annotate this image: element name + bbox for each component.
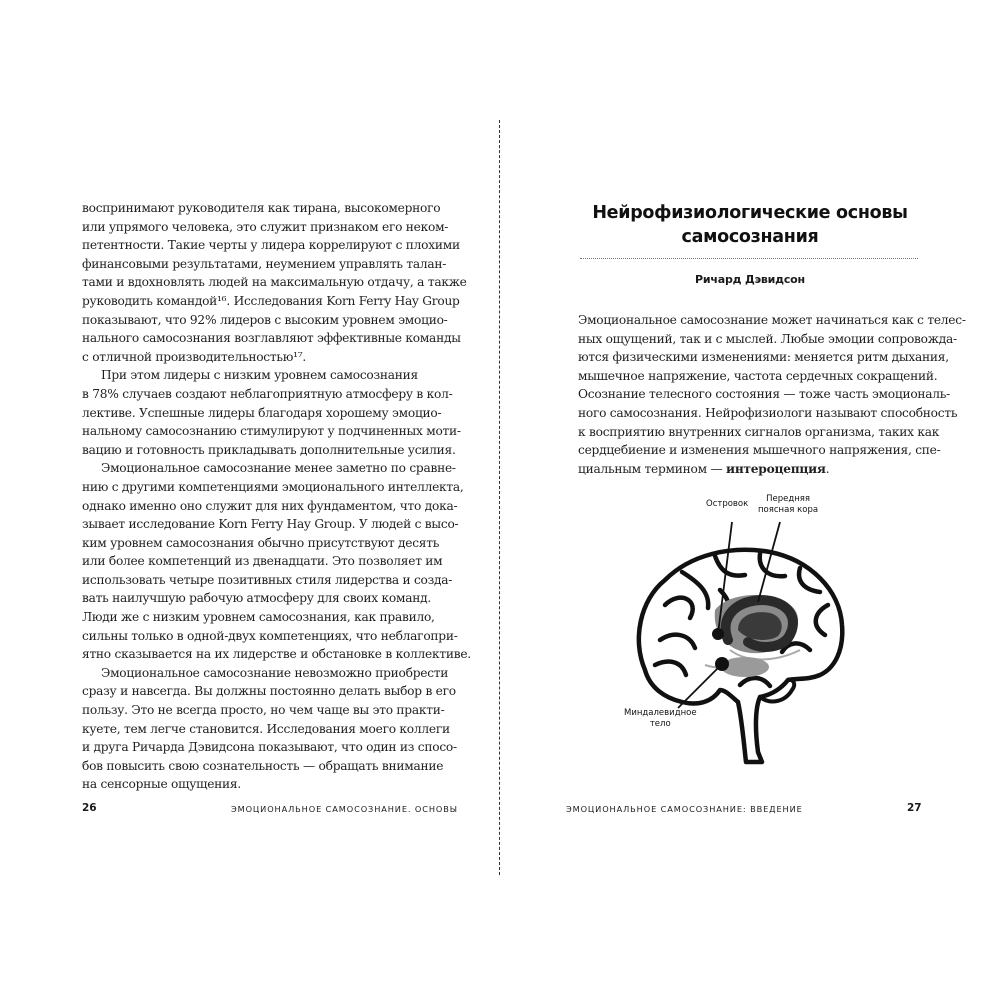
section-author: Ричард Дэвидсон bbox=[695, 273, 805, 286]
label-line: поясная кора bbox=[758, 505, 819, 515]
text-line: Осознание телесного состояния — тоже часть эмоциональ- bbox=[578, 387, 951, 402]
text-line: использовать четыре позитивных стиля лидерства и созда- bbox=[82, 572, 453, 587]
label-line: Миндалевидное bbox=[624, 708, 697, 718]
label-amygdala bbox=[624, 708, 697, 730]
right-page bbox=[500, 0, 1000, 1000]
section-title bbox=[560, 201, 940, 249]
text-fragment: циальным термином — bbox=[578, 461, 727, 476]
text-line: При этом лидеры с низким уровнем самосознания bbox=[101, 368, 418, 383]
brain-fold bbox=[665, 598, 693, 618]
section-title-line: самосознания bbox=[681, 227, 819, 247]
brain-diagram bbox=[620, 490, 850, 790]
text-line: тами и вдохновлять людей на максимальную отдачу, а также bbox=[82, 275, 467, 290]
brain-illustration bbox=[620, 490, 850, 790]
text-line: зывает исследование Korn Ferry Hay Group. У людей с высо- bbox=[82, 517, 459, 532]
text-line: вать наилучшую рабочую атмосферу для своих команд. bbox=[82, 591, 431, 606]
text-line: ятно сказывается на их лидерстве и обстановке в коллективе. bbox=[82, 647, 471, 662]
label-insula: Островок bbox=[706, 499, 749, 509]
text-line: показывают, что 92% лидеров с высоким уровнем эмоцио- bbox=[82, 312, 448, 327]
brain-fold bbox=[655, 662, 686, 675]
brain-fold bbox=[660, 635, 695, 648]
brain-fold bbox=[682, 572, 708, 608]
text-line: нию с другими компетенциями эмоционального интеллекта, bbox=[82, 479, 464, 494]
text-line: воспринимают руководителя как тирана, высокомерного bbox=[82, 201, 441, 215]
text-line: нальному самосознанию стимулируют у подчиненных моти- bbox=[82, 424, 461, 439]
text-line: бов повысить свою сознательность — обращать внимание bbox=[82, 758, 444, 773]
text-line: или упрямого человека, это служит признаком его неком- bbox=[82, 219, 449, 234]
brain-fold bbox=[760, 554, 785, 576]
text-line: с отличной производительностью¹⁷. bbox=[82, 349, 307, 364]
text-line: Эмоциональное самосознание невозможно приобрести bbox=[101, 665, 449, 680]
text-line: мышечное напряжение, частота сердечных сокращений. bbox=[578, 368, 938, 383]
text-line: ного самосознания. Нейрофизиологи называют способность bbox=[578, 405, 958, 420]
page-number-right: 27 bbox=[907, 802, 922, 814]
label-anterior-cingulate bbox=[758, 494, 818, 516]
brain-fold bbox=[740, 678, 770, 686]
label-line: Передняя bbox=[766, 494, 810, 504]
text-line: к восприятию внутренних сигналов организма, таких как bbox=[578, 424, 940, 439]
text-line: Люди же с низким уровнем самосознания, как правило, bbox=[82, 610, 435, 625]
text-line: сердцебиение и изменения мышечного напряжения, спе- bbox=[578, 443, 941, 458]
section-title-line: Нейрофизиологические основы bbox=[592, 203, 908, 223]
text-line: и друга Ричарда Дэвидсона показывают, что один из спосо- bbox=[82, 740, 457, 755]
brain-fold bbox=[715, 556, 745, 576]
running-head-right: ЭМОЦИОНАЛЬНОЕ САМОСОЗНАНИЕ: ВВЕДЕНИЕ bbox=[566, 804, 803, 814]
text-line: ким уровнем самосознания обычно присутствуют десять bbox=[82, 535, 440, 550]
text-fragment: . bbox=[825, 461, 830, 476]
text-line: пользу. Это не всегда просто, но чем чаще вы это практи- bbox=[82, 703, 445, 718]
text-line: сильны только в одной-двух компетенциях, что неблагопри- bbox=[82, 628, 458, 643]
text-line: на сенсорные ощущения. bbox=[82, 777, 241, 792]
highlighted-term: интероцепция bbox=[726, 461, 826, 476]
brain-fold bbox=[816, 605, 828, 635]
right-page-body bbox=[578, 311, 966, 478]
text-line: ных ощущений, так и с мыслей. Любые эмоции сопровожда- bbox=[578, 331, 957, 346]
text-line: или более компетенций из двенадцати. Это позволяет им bbox=[82, 554, 443, 569]
text-line bbox=[578, 460, 923, 479]
text-line: финансовыми результатами, неумением управлять талан- bbox=[82, 256, 447, 271]
text-line: куете, тем легче становится. Исследования моего коллеги bbox=[82, 721, 450, 736]
label-line: тело bbox=[649, 719, 671, 729]
text-line: Эмоциональное самосознание менее заметно по сравне- bbox=[101, 461, 456, 476]
text-line: петентности. Такие черты у лидера коррелируют с плохими bbox=[82, 238, 460, 253]
text-line: вацию и готовность прикладывать дополнительные усилия. bbox=[82, 442, 456, 457]
page-number-left: 26 bbox=[82, 802, 97, 814]
title-divider bbox=[580, 258, 918, 259]
text-line: руководить командой¹⁶. Исследования Korn Ferry Hay Group bbox=[82, 293, 460, 308]
running-head-left: ЭМОЦИОНАЛЬНОЕ САМОСОЗНАНИЕ. ОСНОВЫ bbox=[231, 804, 458, 814]
text-line: Эмоциональное самосознание может начинаться как с телес- bbox=[578, 313, 966, 327]
text-line: однако именно оно служит для них фундаментом, что дока- bbox=[82, 498, 458, 513]
text-line: ются физическими изменениями: меняется ритм дыхания, bbox=[578, 350, 949, 365]
left-page-body bbox=[82, 199, 471, 794]
text-line: сразу и навсегда. Вы должны постоянно делать выбор в его bbox=[82, 684, 456, 699]
text-line: нального самосознания возглавляют эффективные команды bbox=[82, 331, 461, 346]
text-line: в 78% случаев создают неблагоприятную атмосферу в кол- bbox=[82, 386, 453, 401]
text-line: лективе. Успешные лидеры благодаря хорошему эмоцио- bbox=[82, 405, 442, 420]
